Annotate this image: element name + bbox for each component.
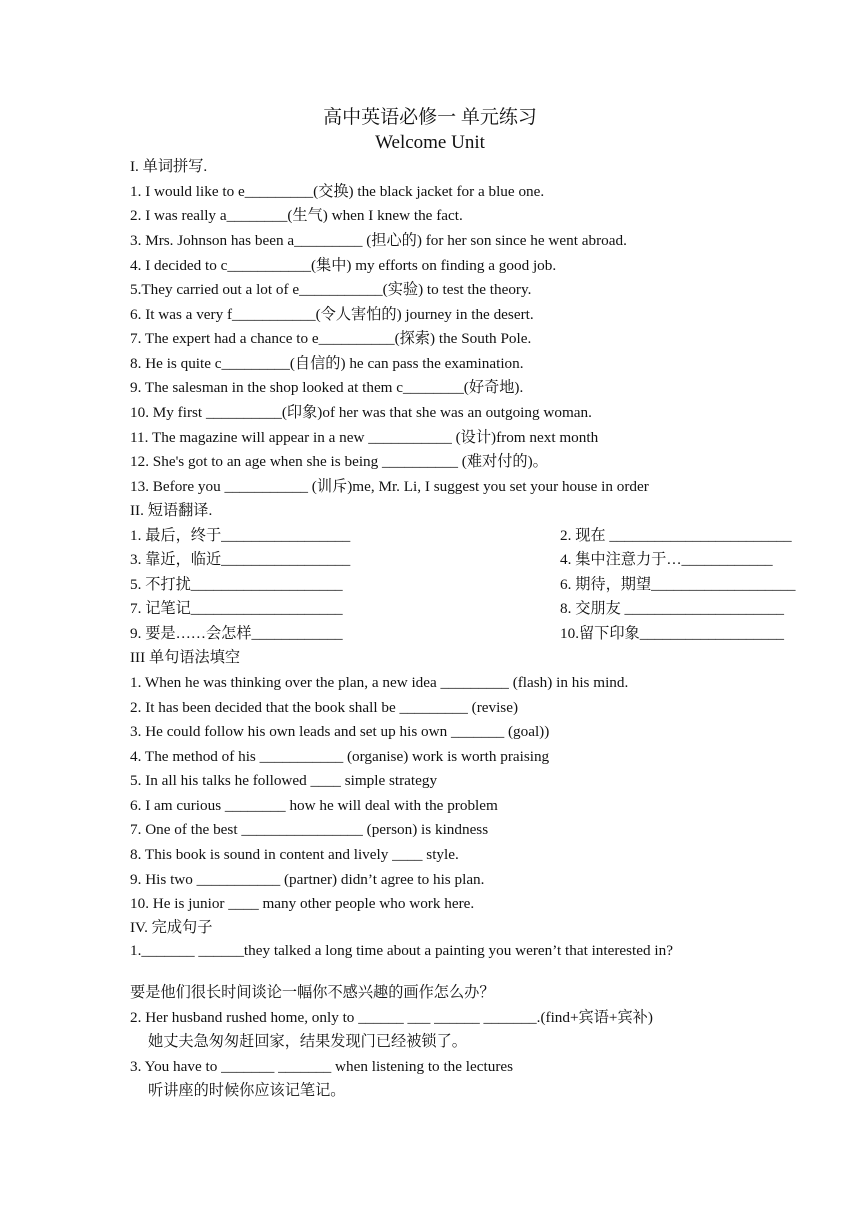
section-1-item: 5.They carried out a lot of e___________(实验) to test the theory. <box>130 281 532 298</box>
section-3-item: 4. The method of his ___________ (organise) work is worth praising <box>130 748 550 765</box>
section-1-item: 6. It was a very f___________(令人害怕的) journey in the desert. <box>130 306 534 323</box>
section-1-item: 4. I decided to c___________(集中) my efforts on finding a good job. <box>130 257 557 274</box>
section-3-item: 5. In all his talks he followed ____ simple strategy <box>130 772 438 789</box>
page-title: 高中英语必修一 单元练习 <box>323 107 537 128</box>
section-1-item: 10. My first __________(印象)of her was that she was an outgoing woman. <box>130 404 592 421</box>
section-1-item: 7. The expert had a chance to e__________(探索) the South Pole. <box>130 330 532 347</box>
section-4-question-3-translation: 听讲座的时候你应该记笔记。 <box>148 1082 346 1099</box>
section-4-question-1: 1._______ ______they talked a long time about a painting you weren’t that interested in? <box>130 942 673 959</box>
section-3-item: 10. He is junior ____ many other people who work here. <box>130 895 475 912</box>
section-3-item: 3. He could follow his own leads and set up his own _______ (goal)) <box>130 723 550 740</box>
phrase-item: 10.留下印象___________________ <box>560 625 785 642</box>
section-3-heading: III 单句语法填空 <box>130 649 241 666</box>
phrase-item: 4. 集中注意力于…____________ <box>560 551 773 568</box>
section-4-question-1-translation: 要是他们很长时间谈论一幅你不感兴趣的画作怎么办？ <box>130 984 495 1001</box>
section-1-item: 11. The magazine will appear in a new ___________ (设计)from next month <box>130 429 599 446</box>
section-1-item: 2. I was really a________(生气) when I knew the fact. <box>130 207 463 224</box>
phrase-item: 1. 最后，终于_________________ <box>130 527 351 544</box>
section-1-item: 9. The salesman in the shop looked at them c________(好奇地). <box>130 379 524 396</box>
section-3-item: 8. This book is sound in content and lively ____ style. <box>130 846 459 863</box>
phrase-item: 3. 靠近，临近_________________ <box>130 551 351 568</box>
section-2-heading: II. 短语翻译. <box>130 502 213 519</box>
section-4-question-2-translation: 她丈夫急匆匆赶回家，结果发现门已经被锁了。 <box>148 1033 467 1050</box>
phrase-item: 5. 不打扰____________________ <box>130 576 343 593</box>
section-3-item: 2. It has been decided that the book shall be _________ (revise) <box>130 699 519 716</box>
section-4-question-2: 2. Her husband rushed home, only to ______ ___ ______ _______.(find+宾语+宾补) <box>130 1009 653 1026</box>
section-1-heading: I. 单词拼写. <box>130 158 208 175</box>
section-3-item: 7. One of the best ________________ (person) is kindness <box>130 821 489 838</box>
section-1-item: 3. Mrs. Johnson has been a_________ (担心的) for her son since he went abroad. <box>130 232 627 249</box>
phrase-row <box>130 575 796 595</box>
section-1-item: 12. She's got to an age when she is being __________ (难对付的)。 <box>130 453 548 470</box>
section-3-item: 1. When he was thinking over the plan, a new idea _________ (flash) in his mind. <box>130 674 629 691</box>
page-subtitle: Welcome Unit <box>375 132 485 153</box>
section-1-item: 8. He is quite c_________(自信的) he can pass the examination. <box>130 355 524 372</box>
phrase-item: 9. 要是……会怎样____________ <box>130 625 343 642</box>
section-3-item: 6. I am curious ________ how he will deal with the problem <box>130 797 498 814</box>
phrase-item: 7. 记笔记____________________ <box>130 600 343 617</box>
phrase-row <box>130 624 785 644</box>
section-1-item: 1. I would like to e_________(交换) the black jacket for a blue one. <box>130 183 545 200</box>
phrase-row <box>130 550 773 570</box>
phrase-row <box>130 526 792 546</box>
section-3-item: 9. His two ___________ (partner) didn’t agree to his plan. <box>130 871 485 888</box>
section-4-question-3: 3. You have to _______ _______ when listening to the lectures <box>130 1058 514 1075</box>
phrase-item: 2. 现在 ________________________ <box>560 527 792 544</box>
section-1-item: 13. Before you ___________ (训斥)me, Mr. Li, I suggest you set your house in order <box>130 478 649 495</box>
phrase-item: 6. 期待，期望___________________ <box>560 576 796 593</box>
section-4-heading: IV. 完成句子 <box>130 919 213 936</box>
phrase-item: 8. 交朋友 _____________________ <box>560 600 785 617</box>
phrase-row <box>130 599 785 619</box>
